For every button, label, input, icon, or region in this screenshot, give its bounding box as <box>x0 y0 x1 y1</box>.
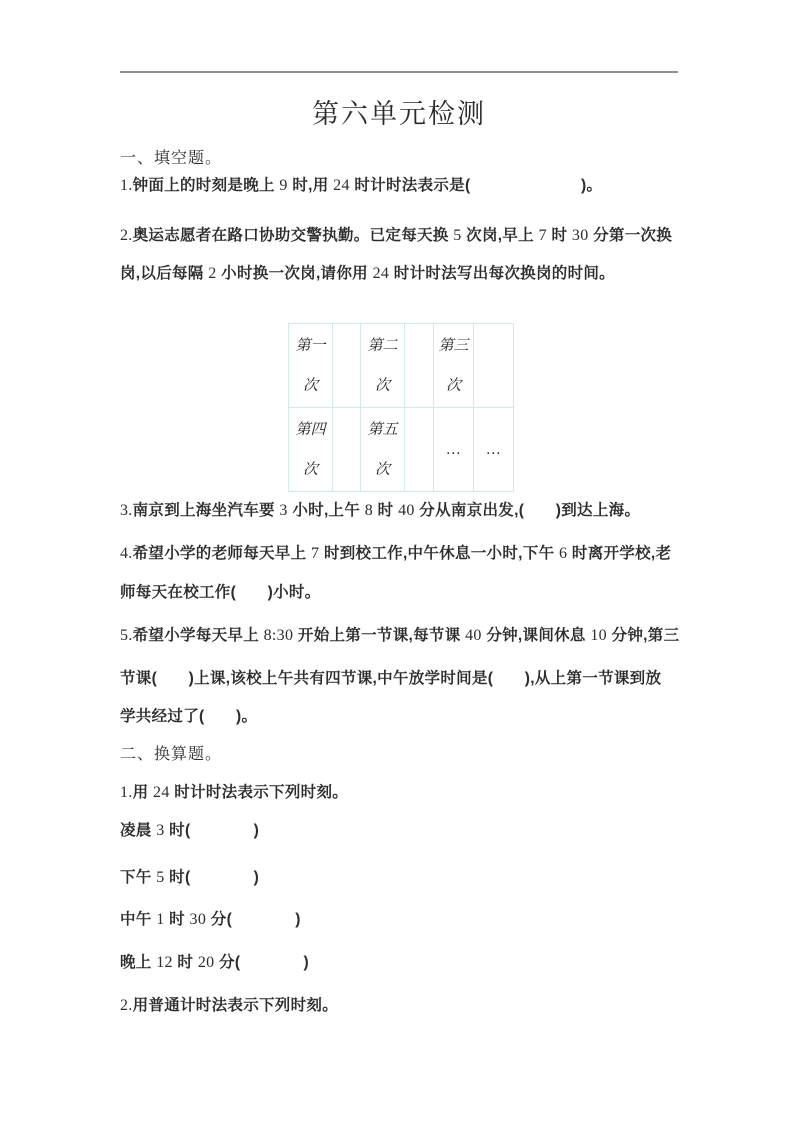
table-cell-blank <box>333 408 361 492</box>
table-cell-shift-5: 第五次 <box>361 408 405 492</box>
table-cell-shift-3: 第三次 <box>434 324 474 408</box>
table-cell-blank <box>474 324 514 408</box>
convert-item-noon-130: 中午 1 时 30 分( ) <box>120 911 301 928</box>
table-cell-blank <box>405 324 434 408</box>
question-5-line-3: 学共经过了( )。 <box>120 708 258 725</box>
section-2-question-2: 2.用普通计时法表示下列时刻。 <box>120 997 339 1014</box>
section-2-heading: 二、换算题。 <box>120 746 223 763</box>
table-cell-shift-1: 第一次 <box>289 324 333 408</box>
question-2-line-2: 岗,以后每隔 2 小时换一次岗,请你用 24 时计时法写出每次换岗的时间。 <box>120 265 615 282</box>
section-2-question-1: 1.用 24 时计时法表示下列时刻。 <box>120 784 349 801</box>
section-1-heading: 一、填空题。 <box>120 150 223 167</box>
convert-item-night-1220: 晚上 12 时 20 分( ) <box>120 954 309 971</box>
question-5-line-1: 5.希望小学每天早上 8:30 开始上第一节课,每节课 40 分钟,课间休息 10 分钟,第三 <box>120 627 680 644</box>
question-3: 3.南京到上海坐汽车要 3 小时,上午 8 时 40 分从南京出发,( )到达上海。 <box>120 502 641 519</box>
page-title: 第六单元检测 <box>312 99 486 129</box>
question-5-line-2: 节课( )上课,该校上午共有四节课,中午放学时间是( ),从上第一节课到放 <box>120 670 662 687</box>
table-cell-ellipsis: … <box>434 408 474 492</box>
question-4-line-1: 4.希望小学的老师每天早上 7 时到校工作,中午休息一小时,下午 6 时离开学校,老 <box>120 545 672 562</box>
convert-item-dawn-3: 凌晨 3 时( ) <box>120 822 260 839</box>
table-cell-shift-2: 第二次 <box>361 324 405 408</box>
table-row <box>289 324 514 408</box>
question-1: 1.钟面上的时刻是晚上 9 时,用 24 时计时法表示是( )。 <box>120 177 603 194</box>
question-2-line-1: 2.奥运志愿者在路口协助交警执勤。已定每天换 5 次岗,早上 7 时 30 分第一次换 <box>120 227 673 244</box>
table-cell-blank <box>333 324 361 408</box>
header-rule <box>120 71 678 73</box>
convert-item-afternoon-5: 下午 5 时( ) <box>120 869 260 886</box>
shift-schedule-table <box>288 323 514 492</box>
document-content <box>120 140 720 1025</box>
table-cell-shift-4: 第四次 <box>289 408 333 492</box>
table-cell-blank <box>405 408 434 492</box>
question-4-line-2: 师每天在校工作( )小时。 <box>120 584 321 601</box>
table-row <box>289 408 514 492</box>
table-cell-ellipsis: … <box>474 408 514 492</box>
